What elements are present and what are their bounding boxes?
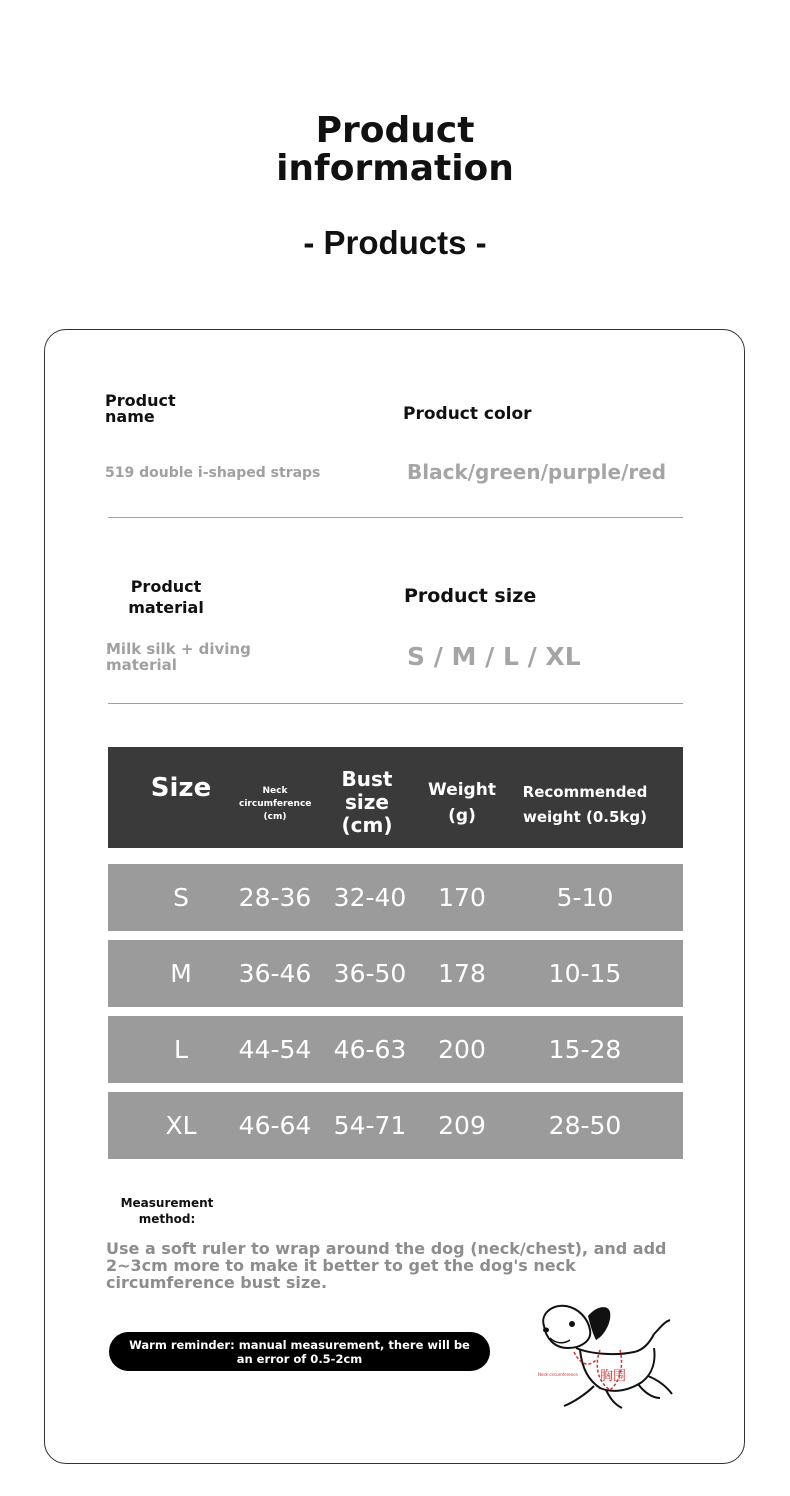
size-table-header xyxy=(108,747,683,848)
table-row xyxy=(108,940,683,1007)
cell-weight: 170 xyxy=(438,883,486,912)
cell-recommended: 15-28 xyxy=(548,1035,622,1064)
product-material-label: Product material xyxy=(128,577,204,617)
cell-recommended: 28-50 xyxy=(548,1111,622,1140)
product-name-value: 519 double i-shaped straps xyxy=(105,465,321,481)
cell-bust: 46-63 xyxy=(333,1035,407,1064)
cell-size: S xyxy=(173,883,189,912)
cell-neck: 44-54 xyxy=(238,1035,312,1064)
cell-recommended: 10-15 xyxy=(548,959,622,988)
neck-circumference-tag: Neck circumference xyxy=(538,1372,578,1377)
header-neck: Neck circumference (cm) xyxy=(239,786,312,822)
cell-recommended: 5-10 xyxy=(556,883,614,912)
product-size-value: S / M / L / XL xyxy=(407,642,581,671)
header-bust: Bust size (cm) xyxy=(341,767,393,837)
measurement-label: Measurement method: xyxy=(120,1196,214,1226)
cell-size: XL xyxy=(165,1111,197,1140)
cell-weight: 200 xyxy=(438,1035,486,1064)
table-row xyxy=(108,864,683,931)
product-color-label: Product color xyxy=(403,404,532,424)
cell-neck: 36-46 xyxy=(238,959,312,988)
cell-size: M xyxy=(170,959,192,988)
header-recommended: Recommended weight (0.5kg) xyxy=(522,783,648,826)
product-name-label: Product name xyxy=(105,391,176,426)
product-color-value: Black/green/purple/red xyxy=(407,460,667,484)
header-weight: Weight (g) xyxy=(428,780,496,826)
warm-reminder-badge xyxy=(109,1332,490,1371)
dog-measurement-illustration xyxy=(530,1298,680,1416)
page-title: Product information xyxy=(276,110,514,189)
divider xyxy=(108,703,683,704)
cell-neck: 28-36 xyxy=(238,883,312,912)
cell-bust: 32-40 xyxy=(333,883,407,912)
cell-size: L xyxy=(174,1035,188,1064)
cell-weight: 178 xyxy=(438,959,486,988)
table-row xyxy=(108,1016,683,1083)
measurement-text: Use a soft ruler to wrap around the dog (neck/chest), and add 2~3cm more to make it better to get the dog's neck circumference bust size. xyxy=(106,1239,667,1292)
product-material-value: Milk silk + diving material xyxy=(106,640,251,674)
cell-weight: 209 xyxy=(438,1111,486,1140)
divider xyxy=(108,517,683,518)
product-size-label: Product size xyxy=(404,585,537,607)
section-subtitle: - Products - xyxy=(303,224,487,261)
table-row xyxy=(108,1092,683,1159)
header-size: Size xyxy=(150,773,212,803)
cell-bust: 36-50 xyxy=(333,959,407,988)
cell-neck: 46-64 xyxy=(238,1111,312,1140)
warm-reminder-text: Warm reminder: manual measurement, there will be an error of 0.5-2cm xyxy=(129,1337,470,1366)
cell-bust: 54-71 xyxy=(333,1111,407,1140)
chest-circumference-tag: 胸围 xyxy=(600,1369,627,1384)
